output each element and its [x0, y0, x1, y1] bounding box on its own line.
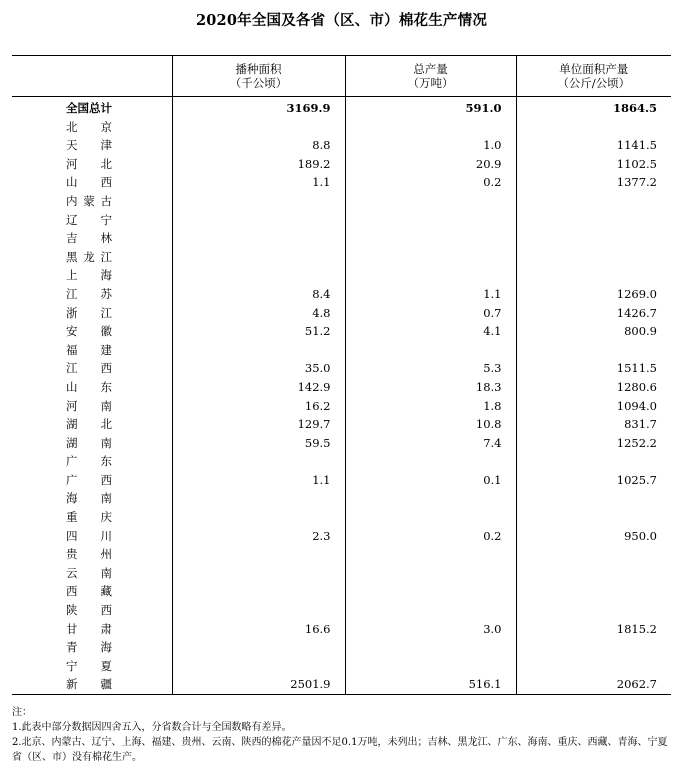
table-row	[12, 173, 671, 192]
table-row	[12, 322, 671, 341]
yield-cell	[516, 211, 671, 230]
region-name: 上 海	[66, 268, 112, 283]
header-yield-label: 单位面积产量	[559, 62, 629, 76]
region-name: 湖 南	[66, 435, 112, 450]
region-cell	[12, 545, 172, 564]
area-cell: 1.1	[172, 173, 345, 192]
table-row	[12, 471, 671, 490]
region-cell	[12, 173, 172, 192]
output-cell	[345, 248, 516, 267]
region-cell	[12, 657, 172, 676]
region-cell	[12, 136, 172, 155]
yield-cell	[516, 508, 671, 527]
output-cell: 1.0	[345, 136, 516, 155]
table-row	[12, 359, 671, 378]
output-cell	[345, 229, 516, 248]
yield-cell: 2062.7	[516, 675, 671, 694]
region-cell	[12, 452, 172, 471]
yield-cell: 1025.7	[516, 471, 671, 490]
output-cell	[345, 638, 516, 657]
table-row	[12, 304, 671, 323]
region-cell	[12, 471, 172, 490]
region-name: 四 川	[66, 528, 112, 543]
area-cell	[172, 601, 345, 620]
region-name: 青 海	[66, 640, 112, 655]
output-cell: 0.2	[345, 527, 516, 546]
area-cell	[172, 266, 345, 285]
output-cell: 20.9	[345, 155, 516, 174]
area-cell: 59.5	[172, 434, 345, 453]
area-cell: 51.2	[172, 322, 345, 341]
region-name: 广 东	[66, 454, 112, 469]
table-row	[12, 118, 671, 137]
region-cell	[12, 155, 172, 174]
region-cell	[12, 211, 172, 230]
header-sown-area-unit: （千公顷）	[229, 76, 288, 90]
area-cell	[172, 341, 345, 360]
notes-label: 注：	[12, 707, 32, 718]
region-cell	[12, 285, 172, 304]
table-row-total	[12, 97, 671, 118]
region-name: 山 东	[66, 379, 112, 394]
area-cell	[172, 489, 345, 508]
region-name: 辽 宁	[66, 212, 112, 227]
region-name: 贵 州	[66, 547, 112, 562]
output-cell: 7.4	[345, 434, 516, 453]
table-row	[12, 378, 671, 397]
area-cell	[172, 452, 345, 471]
area-cell	[172, 118, 345, 137]
area-cell: 1.1	[172, 471, 345, 490]
output-cell: 0.2	[345, 173, 516, 192]
header-total-output-unit: （万吨）	[407, 76, 454, 90]
region-cell	[12, 527, 172, 546]
note-2: 2.北京、内蒙古、辽宁、上海、福建、贵州、云南、陕西的棉花产量因不足0.1万吨，未列出；吉林、黑龙江、广东、海南、重庆、西藏、青海、宁夏省（区、市）没有棉花生产。	[12, 737, 668, 763]
header-sown-area	[172, 56, 345, 97]
table-row	[12, 248, 671, 267]
output-cell: 1.1	[345, 285, 516, 304]
area-cell: 3169.9	[172, 97, 345, 118]
output-cell	[345, 601, 516, 620]
note-1: 1.此表中部分数据因四舍五入，分省数合计与全国数略有差异。	[12, 722, 292, 733]
yield-cell: 1815.2	[516, 620, 671, 639]
region-name: 河 南	[66, 398, 112, 413]
header-yield-unit: （公斤/公顷）	[557, 76, 631, 90]
area-cell	[172, 229, 345, 248]
yield-cell: 1141.5	[516, 136, 671, 155]
area-cell: 8.4	[172, 285, 345, 304]
region-name: 宁 夏	[66, 658, 112, 673]
area-cell	[172, 638, 345, 657]
output-cell	[345, 508, 516, 527]
region-cell	[12, 378, 172, 397]
table-row	[12, 266, 671, 285]
yield-cell: 1102.5	[516, 155, 671, 174]
table-row	[12, 229, 671, 248]
area-cell	[172, 211, 345, 230]
output-cell: 591.0	[345, 97, 516, 118]
output-cell	[345, 211, 516, 230]
table-row	[12, 620, 671, 639]
region-cell	[12, 489, 172, 508]
region-name: 西 藏	[66, 584, 112, 599]
output-cell: 516.1	[345, 675, 516, 694]
table-row	[12, 545, 671, 564]
output-cell	[345, 341, 516, 360]
table-header-row	[12, 56, 671, 97]
table-row	[12, 601, 671, 620]
header-yield	[516, 56, 671, 97]
yield-cell	[516, 266, 671, 285]
table-row	[12, 434, 671, 453]
table-row	[12, 564, 671, 583]
region-name: 陕 西	[66, 603, 112, 618]
yield-cell	[516, 638, 671, 657]
region-name: 黑龙江	[66, 249, 112, 264]
region-cell	[12, 192, 172, 211]
yield-cell: 1426.7	[516, 304, 671, 323]
output-cell	[345, 657, 516, 676]
yield-cell: 1269.0	[516, 285, 671, 304]
region-name: 河 北	[66, 156, 112, 171]
area-cell: 35.0	[172, 359, 345, 378]
region-name: 天 津	[66, 138, 112, 153]
region-name: 内蒙古	[66, 193, 112, 208]
output-cell	[345, 582, 516, 601]
yield-cell	[516, 601, 671, 620]
output-cell	[345, 192, 516, 211]
table-row	[12, 192, 671, 211]
region-cell	[12, 675, 172, 694]
region-name: 广 西	[66, 472, 112, 487]
output-cell	[345, 564, 516, 583]
table-row	[12, 527, 671, 546]
yield-cell: 1377.2	[516, 173, 671, 192]
region-name: 甘 肃	[66, 621, 112, 636]
yield-cell: 831.7	[516, 415, 671, 434]
region-name: 云 南	[66, 565, 112, 580]
table-row	[12, 508, 671, 527]
table-row	[12, 155, 671, 174]
region-name: 浙 江	[66, 305, 112, 320]
region-name: 吉 林	[66, 231, 112, 246]
output-cell: 0.7	[345, 304, 516, 323]
output-cell	[345, 266, 516, 285]
area-cell: 129.7	[172, 415, 345, 434]
region-cell	[12, 582, 172, 601]
yield-cell: 1094.0	[516, 397, 671, 416]
yield-cell	[516, 657, 671, 676]
yield-cell	[516, 118, 671, 137]
table-row	[12, 397, 671, 416]
region-cell	[12, 601, 172, 620]
region-name: 安 徽	[66, 324, 112, 339]
region-cell	[12, 397, 172, 416]
yield-cell	[516, 545, 671, 564]
page-title: 2020年全国及各省（区、市）棉花生产情况	[195, 12, 488, 29]
area-cell	[172, 508, 345, 527]
area-cell	[172, 582, 345, 601]
cotton-production-table	[12, 55, 671, 695]
region-name: 海 南	[66, 491, 112, 506]
yield-cell	[516, 248, 671, 267]
area-cell: 189.2	[172, 155, 345, 174]
footnotes	[12, 705, 677, 765]
area-cell: 16.6	[172, 620, 345, 639]
region-name: 江 西	[66, 361, 112, 376]
yield-cell: 1280.6	[516, 378, 671, 397]
yield-cell: 1864.5	[516, 97, 671, 118]
table-row	[12, 341, 671, 360]
region-cell	[12, 508, 172, 527]
table-row	[12, 638, 671, 657]
yield-cell: 800.9	[516, 322, 671, 341]
yield-cell	[516, 341, 671, 360]
output-cell	[345, 545, 516, 564]
area-cell	[172, 248, 345, 267]
table-row	[12, 489, 671, 508]
yield-cell	[516, 564, 671, 583]
table-row	[12, 285, 671, 304]
region-cell	[12, 322, 172, 341]
region-cell	[12, 415, 172, 434]
yield-cell	[516, 192, 671, 211]
yield-cell	[516, 582, 671, 601]
region-name: 福 建	[66, 342, 112, 357]
table-row	[12, 415, 671, 434]
header-total-output-label: 总产量	[413, 62, 448, 76]
region-cell	[12, 266, 172, 285]
header-total-output	[345, 56, 516, 97]
output-cell: 5.3	[345, 359, 516, 378]
region-name: 山 西	[66, 175, 112, 190]
region-cell	[12, 118, 172, 137]
region-cell	[12, 564, 172, 583]
output-cell: 10.8	[345, 415, 516, 434]
table-row	[12, 675, 671, 694]
yield-cell	[516, 452, 671, 471]
output-cell: 0.1	[345, 471, 516, 490]
area-cell	[172, 657, 345, 676]
table-row	[12, 211, 671, 230]
yield-cell: 1511.5	[516, 359, 671, 378]
region-name: 新 疆	[66, 677, 112, 692]
area-cell	[172, 192, 345, 211]
output-cell: 3.0	[345, 620, 516, 639]
region-cell	[12, 434, 172, 453]
region-name: 湖 北	[66, 417, 112, 432]
area-cell	[172, 545, 345, 564]
output-cell: 1.8	[345, 397, 516, 416]
output-cell	[345, 118, 516, 137]
table-row	[12, 582, 671, 601]
region-name: 江 苏	[66, 286, 112, 301]
output-cell: 18.3	[345, 378, 516, 397]
table-row	[12, 452, 671, 471]
output-cell	[345, 452, 516, 471]
region-name: 北 京	[66, 119, 112, 134]
area-cell: 16.2	[172, 397, 345, 416]
yield-cell	[516, 229, 671, 248]
area-cell: 142.9	[172, 378, 345, 397]
region-cell	[12, 97, 172, 118]
region-cell	[12, 620, 172, 639]
yield-cell: 950.0	[516, 527, 671, 546]
area-cell: 2501.9	[172, 675, 345, 694]
area-cell: 2.3	[172, 527, 345, 546]
area-cell: 4.8	[172, 304, 345, 323]
region-cell	[12, 341, 172, 360]
yield-cell: 1252.2	[516, 434, 671, 453]
output-cell	[345, 489, 516, 508]
region-cell	[12, 304, 172, 323]
region-name: 重 庆	[66, 510, 112, 525]
table-row	[12, 657, 671, 676]
region-cell	[12, 248, 172, 267]
yield-cell	[516, 489, 671, 508]
region-cell	[12, 229, 172, 248]
area-cell	[172, 564, 345, 583]
table-row	[12, 136, 671, 155]
output-cell: 4.1	[345, 322, 516, 341]
region-cell	[12, 359, 172, 378]
area-cell: 8.8	[172, 136, 345, 155]
header-sown-area-label: 播种面积	[235, 62, 282, 76]
region-name: 全国总计	[66, 101, 112, 115]
region-cell	[12, 638, 172, 657]
header-region	[12, 56, 172, 97]
